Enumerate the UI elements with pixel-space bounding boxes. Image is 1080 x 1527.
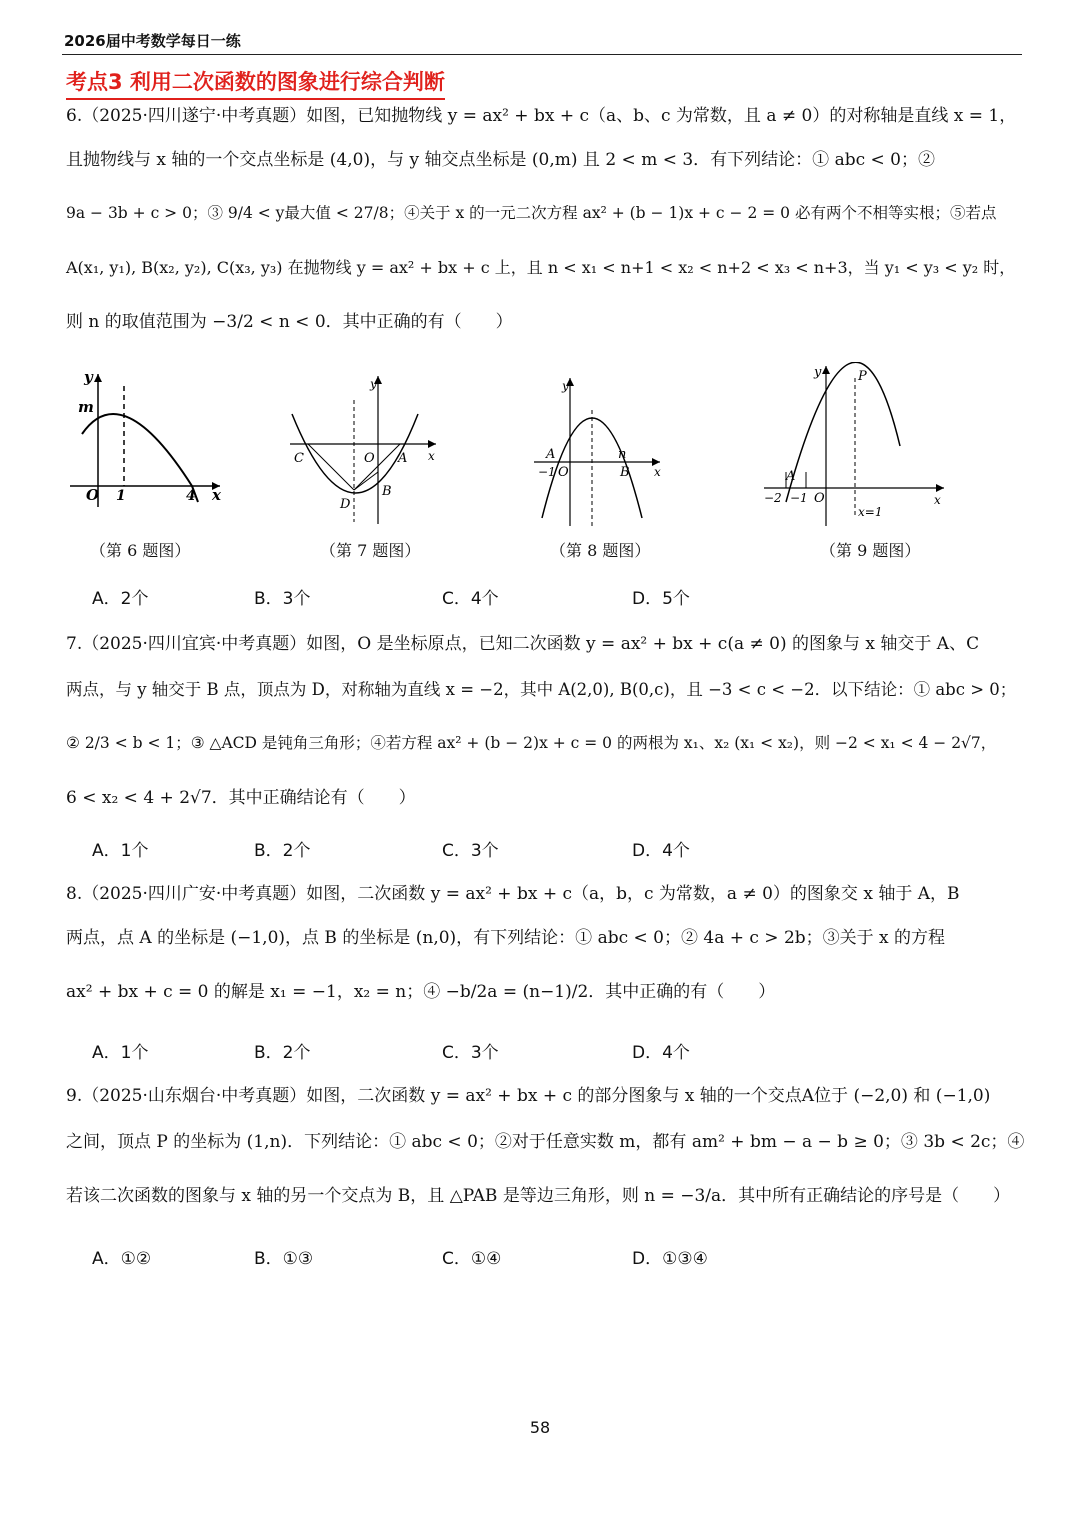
figure-6-graph [60,362,230,512]
question-line: 6 < x₂ < 4 + 2√7．其中正确结论有（ ） [66,788,416,808]
figure-7 [286,362,456,560]
question-line: 且抛物线与 x 轴的一个交点坐标是 (4,0)，与 y 轴交点坐标是 (0,m) 且 2 < m < 3．有下列结论：① abc < 0；② [66,150,935,170]
fig6-label-1: 1 [116,488,126,504]
option-d[interactable]: D．5个 [632,589,690,609]
option-a[interactable]: A．1个 [92,1043,149,1063]
option-a[interactable]: A．①② [92,1249,152,1269]
section-title [66,66,445,96]
option-c[interactable]: C．①④ [442,1249,502,1269]
question-line: 若该二次函数的图象与 x 轴的另一个交点为 B，且 △PAB 是等边三角形，则 n = −3/a．其中所有正确结论的序号是（ ） [66,1186,1011,1206]
fig9-label-y: y [814,365,822,380]
fig9-label-p: P [858,369,867,384]
option-b[interactable]: B．2个 [254,1043,311,1063]
fig8-label-o: O [558,465,569,480]
fig9-label-neg2: −2 [764,491,782,505]
question-line: ② 2/3 < b < 1；③ △ACD 是钝角三角形；④若方程 ax² + (b − 2)x + c = 0 的两根为 x₁、x₂ (x₁ < x₂)，则 −2 < x₁ < 4 − 2√7， [66,734,997,752]
fig6-label-x: x [212,486,221,504]
option-c[interactable]: C．3个 [442,841,499,861]
section-title-text: 考点3 利用二次函数的图象进行综合判断 [66,70,445,94]
figure-7-caption: （第 7 题图） [320,541,421,560]
option-b[interactable]: B．3个 [254,589,311,609]
question-line: 两点，点 A 的坐标是 (−1,0)，点 B 的坐标是 (n,0)，有下列结论：① abc < 0；② 4a + c > 2b；③关于 x 的方程 [66,928,946,948]
fig8-label-a: A [546,447,556,462]
fig7-label-d: D [340,497,351,512]
figure-8-graph [530,362,670,532]
header-divider [62,54,1022,55]
fig7-label-x: x [428,449,435,463]
option-a[interactable]: A．2个 [92,589,149,609]
fig8-label-neg1: −1 [538,465,556,479]
question-line: ax² + bx + c = 0 的解是 x₁ = −1，x₂ = n；④ −b/2a = (n−1)/2．其中正确的有（ ） [66,982,776,1002]
fig7-label-b: B [382,484,392,499]
fig7-label-o: O [364,451,375,466]
question-line: 则 n 的取值范围为 −3/2 < n < 0．其中正确的有（ ） [66,312,513,332]
question-line: 7.（2025·四川宜宾·中考真题）如图，O 是坐标原点，已知二次函数 y = ax² + bx + c(a ≠ 0) 的图象与 x 轴交于 A、C [66,634,980,654]
document-header: 2026届中考数学每日一练 [64,32,241,50]
figure-7-graph [286,362,456,532]
question-line: 两点，与 y 轴交于 B 点，顶点为 D，对称轴为直线 x = −2，其中 A(2,0), B(0,c)，且 −3 < c < −2．以下结论：① abc > 0； [66,680,1017,699]
question-line: 之间，顶点 P 的坐标为 (1,n)．下列结论：① abc < 0；②对于任意实数 m，都有 am² + bm − a − b ≥ 0；③ 3b < 2c；④ [66,1132,1025,1152]
fig6-label-m: m [78,398,94,416]
question-line: 9a − 3b + c > 0；③ 9/4 < y最大值 < 27/8；④关于 x 的一元二次方程 ax² + (b − 1)x + c − 2 = 0 必有两个不相等实根；⑤若点 [66,204,997,222]
question-line: A(x₁, y₁), B(x₂, y₂), C(x₃, y₃) 在抛物线 y = ax² + bx + c 上，且 n < x₁ < n+1 < x₂ < n+2 < x₃ < n+3，当 y₁ < y₃ < y₂ 时， [66,258,1016,277]
fig7-label-y: y [370,377,377,391]
fig7-label-a: A [398,451,408,466]
figure-8-caption: （第 8 题图） [550,541,651,560]
fig8-label-n: n [618,447,627,462]
fig6-label-y: y [84,368,93,386]
option-d[interactable]: D．4个 [632,1043,690,1063]
option-b[interactable]: B．2个 [254,841,311,861]
option-a[interactable]: A．1个 [92,841,149,861]
figure-6 [60,362,230,560]
option-d[interactable]: D．4个 [632,841,690,861]
section-title-underline [66,98,445,100]
option-d[interactable]: D．①③④ [632,1249,708,1269]
fig9-label-neg1: −1 [790,491,808,505]
option-c[interactable]: C．4个 [442,589,499,609]
fig9-label-axis: x=1 [858,505,883,519]
figure-9 [760,362,960,560]
fig8-label-x: x [654,465,661,479]
option-c[interactable]: C．3个 [442,1043,499,1063]
fig6-label-o: O [86,486,100,504]
question-line: 6.（2025·四川遂宁·中考真题）如图，已知抛物线 y = ax² + bx + c（a、b、c 为常数，且 a ≠ 0）的对称轴是直线 x = 1， [66,106,1017,126]
figure-9-caption: （第 9 题图） [820,541,921,560]
fig6-label-4: 4 [186,488,196,504]
question-line: 8.（2025·四川广安·中考真题）如图，二次函数 y = ax² + bx + c（a，b，c 为常数，a ≠ 0）的图象交 x 轴于 A，B [66,884,960,904]
fig9-label-a: A [786,469,796,484]
fig9-label-o: O [814,491,825,506]
option-b[interactable]: B．①③ [254,1249,314,1269]
figure-8 [530,362,670,560]
fig8-label-y: y [562,379,569,393]
question-line: 9.（2025·山东烟台·中考真题）如图，二次函数 y = ax² + bx + c 的部分图象与 x 轴的一个交点A位于 (−2,0) 和 (−1,0) [66,1086,991,1106]
figures-row [60,362,1020,562]
figure-6-caption: （第 6 题图） [90,541,191,560]
fig8-label-b: B [620,465,630,480]
fig7-label-c: C [294,451,304,466]
fig9-label-x: x [934,493,941,507]
page-number: 58 [529,1418,551,1437]
figure-9-graph [760,362,960,532]
